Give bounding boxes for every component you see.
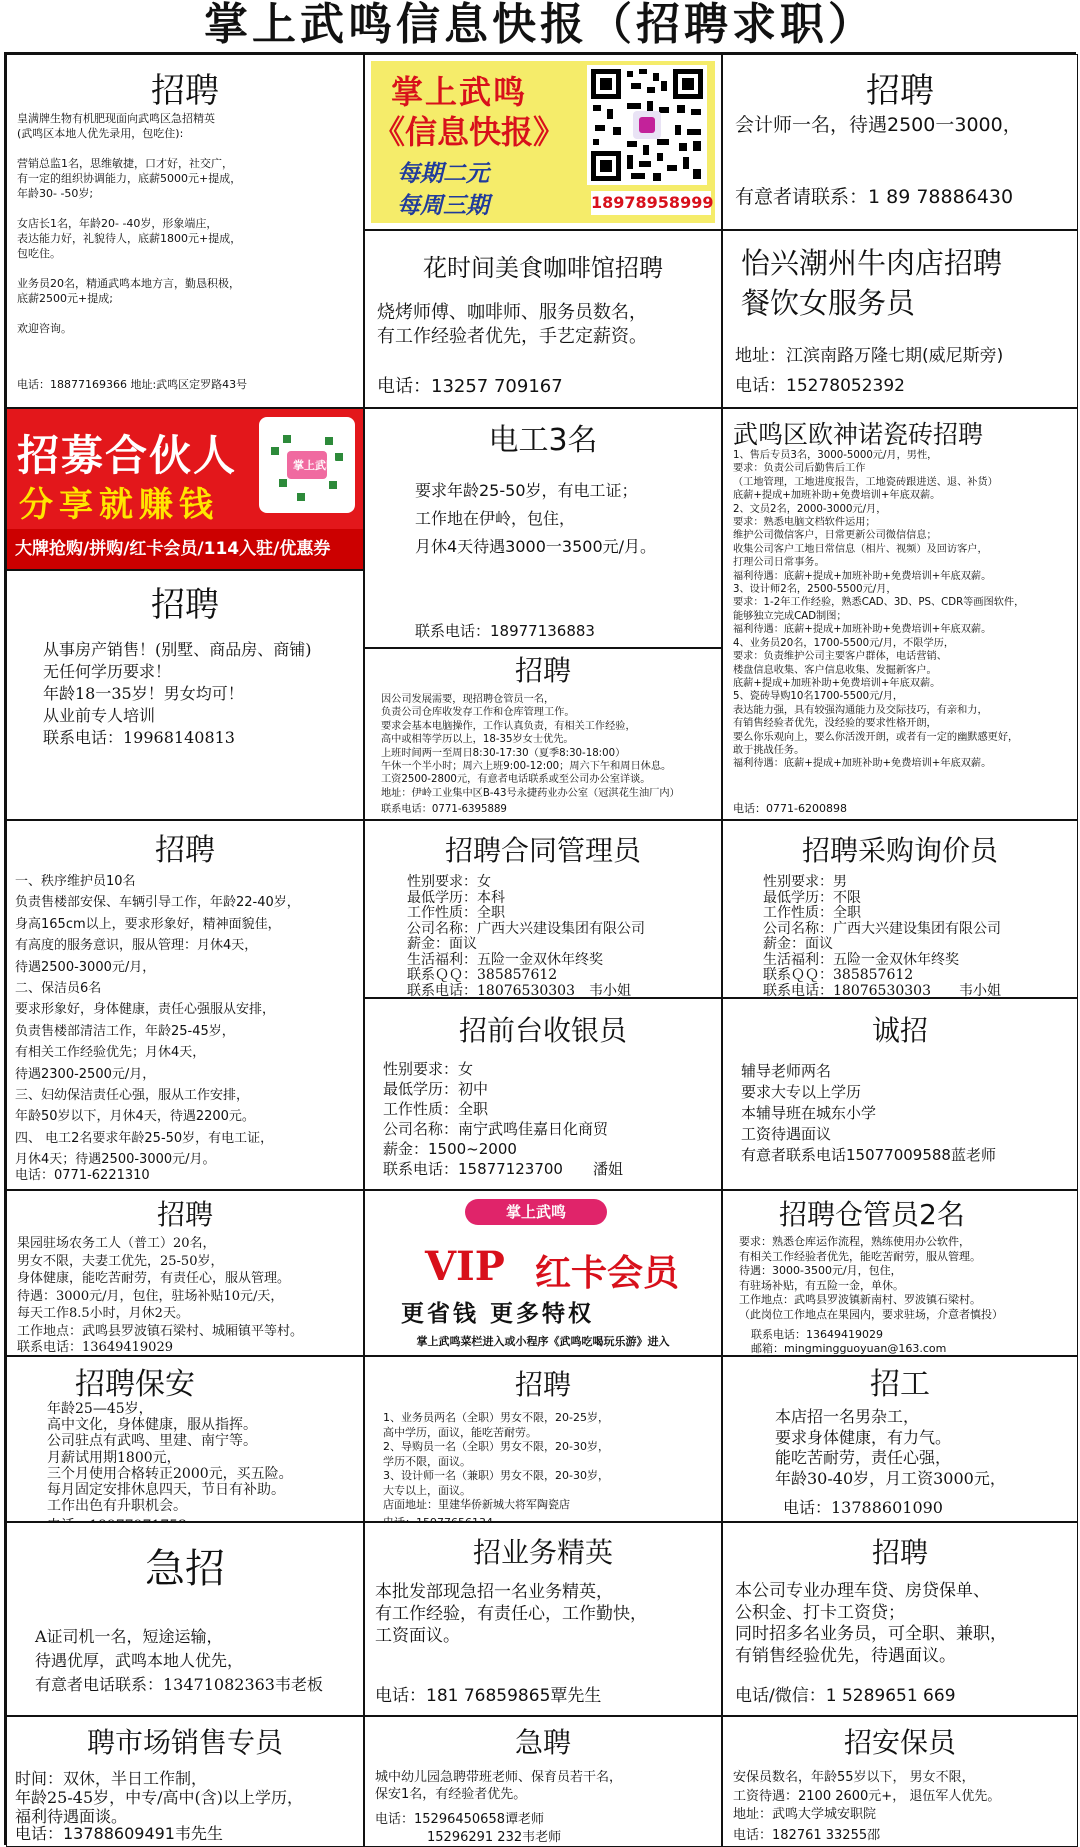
ad-line: 有销售经验者优先，没经验的要求性格开朗， (733, 718, 937, 730)
ad-line: 有一定的组织协调能力，底薪5000元+提成， (17, 172, 242, 185)
ad-line: 身高165cm以上，要求形象好，精神面貌佳， (15, 916, 281, 932)
ad-line: 从事房产销售！(别墅、商品房、商铺) (43, 640, 312, 659)
ad-heading: 招聘 (156, 1198, 213, 1231)
ad-line: 有工作经验者优先，手艺定薪资。 (377, 326, 647, 347)
ad-line: 二、保洁员6名 (15, 981, 102, 997)
ad-line: 要求年龄25-50岁，有电工证； (415, 481, 638, 500)
ad-line: 地址：伊岭工业集中区B-43号永捷药业办公室（冠淇花生油厂内） (381, 787, 680, 799)
ad-line: 待遇：3000元/月，包住，驻场补贴10元/天， (17, 1288, 284, 1304)
ad-orchard-worker (6, 1190, 364, 1356)
ad-line: 维护公司微信客户，日常更新公司微信信息； (733, 530, 937, 542)
vip-card-label: 红卡会员 (535, 1253, 680, 1294)
ad-heading: 招聘 (151, 585, 219, 625)
ad-heading: 招工 (870, 1367, 930, 1402)
vip-slogan: 更省钱 更多特权 (401, 1301, 595, 1327)
ad-line: 四、 电工2名要求年龄25-50岁，有电工证， (15, 1130, 274, 1146)
ad-line: 性别要求：女 (407, 874, 491, 890)
ad-phone: 有意者请联系：1 89 78886430 (735, 186, 1014, 208)
ad-line: 包吃住。 (17, 247, 61, 260)
ad-contract-manager (364, 820, 722, 998)
ad-line (17, 306, 241, 321)
ad-body (763, 875, 1001, 999)
ad-heading: 招聘 (871, 1536, 928, 1569)
promo-qr-label: 掌上武鸣 (293, 459, 337, 472)
ad-line: 公积金、打卡工资贷； (735, 1602, 905, 1623)
ad-line: 店面地址：里建华侨新城大将军陶瓷店 (383, 1498, 570, 1511)
ad-subheading: 餐饮女服务员 (741, 286, 916, 320)
vip-entry: 掌上武鸣菜栏进入或小程序《武鸣吃喝玩乐游》进入 (416, 1335, 670, 1348)
ad-heading: 招前台收银员 (458, 1014, 627, 1047)
ad-accountant (722, 54, 1078, 230)
ad-line: 学历不限，面议。 (383, 1454, 471, 1468)
ad-line: 工资待遇面议 (741, 1125, 832, 1143)
ad-market-sales (6, 1716, 364, 1847)
ad-line: 工资2500-2800元，有意者电话联系或至公司办公室详谈。 (381, 774, 651, 786)
ad-line: 要求会基本电脑操作，工作认真负责，有相关工作经验， (381, 720, 636, 732)
ad-line: 要求大专以上学历 (741, 1083, 862, 1101)
ad-line: 工作性质：全职 (383, 1100, 489, 1118)
ad-body (43, 639, 312, 727)
ad-vip-card[interactable] (364, 1190, 722, 1356)
ad-line: 联系ＱＱ：385857612 (407, 967, 558, 983)
ad-line: 女店长1名，年龄20- -40岁，形象端庄， (17, 217, 218, 230)
ad-heading: 花时间美食咖啡馆招聘 (423, 254, 663, 282)
ad-line: 业务员20名，精通武鸣本地方言，勤恳积极， (17, 277, 240, 290)
ad-body (47, 1401, 293, 1514)
ad-line: 表达能力好，礼貌待人，底薪1800元+提成， (17, 232, 242, 245)
ad-line: 要求形象好，身体健康，责任心强服从安排， (15, 1002, 276, 1018)
ad-line: 福利待遇：底薪+提成+加班补助+免费培训+年底双薪。 (733, 570, 992, 582)
ad-line: 高中或相等学历以上，18-35岁女士优先。 (381, 734, 574, 746)
ad-line: 联系电话：15877123700 潘姐 (383, 1160, 623, 1178)
ad-line: 性别要求：男 (763, 874, 847, 890)
ad-phone: 联系电话：13649419029 (751, 1328, 883, 1341)
ad-line: 本批发部现急招一名业务精英， (375, 1582, 613, 1602)
ad-heading: 诚招 (871, 1014, 928, 1047)
ad-line: 从业前专人培训 (43, 706, 156, 725)
ad-phone: 电话：15296450658谭老师 (375, 1812, 544, 1827)
ad-line: 每月固定安排休息四天，节日有补助。 (47, 1482, 285, 1499)
ad-line: 最低学历：初中 (383, 1080, 489, 1098)
ad-body: 会计师一名，待遇2500一3000， (735, 114, 1022, 136)
brand-phone: 18978958999 (591, 191, 711, 215)
ad-line: 待遇2300-2500元/月， (15, 1066, 156, 1082)
ad-line: 3、设计师一名（兼职）男女不限，20-30岁， (383, 1469, 609, 1482)
ad-line: 安保员数名，年龄55岁以下， 男女不限， (733, 1770, 975, 1785)
ad-line: 负责售楼部清洁工作，年龄25-45岁， (15, 1023, 235, 1039)
brand-line2: 《信息快报》 (373, 113, 566, 151)
ad-line: 最低学历：本科 (407, 889, 505, 906)
ad-line: 负责售楼部安保、车辆引导工作，年龄22-40岁， (15, 895, 300, 911)
ad-line: 年龄30- -50岁; (17, 187, 94, 200)
ad-guard-college (722, 1716, 1078, 1847)
ad-body (735, 1581, 1007, 1667)
ad-heading: 招聘 (151, 71, 219, 111)
ad-line: 工作地点：武鸣县罗波镇石梁村、城厢镇平等村。 (17, 1323, 304, 1339)
ad-line: 有意者电话联系：13471082363韦老板 (35, 1675, 323, 1694)
ad-body (375, 1769, 622, 1803)
ad-handyman (722, 1356, 1078, 1522)
ad-line: 福利待遇：底薪+提成+加班补助+免费培训+年底双薪。 (733, 624, 992, 636)
ad-line: (武鸣区本地人优先录用，包吃住): (17, 127, 184, 140)
ad-line: 要求：熟悉仓库运作流程，熟练使用办公软件， (739, 1235, 970, 1248)
ad-heading: 招聘采购询价员 (801, 834, 998, 867)
ad-line: 5、瓷砖导购10名1700-5500元/月， (733, 691, 904, 703)
ad-line: 烧烤师傅、咖啡师、服务员数名， (377, 302, 647, 323)
ad-line: 底薪+提成+加班补助+免费培训+年底双薪。 (733, 677, 941, 689)
qr-code-icon (587, 65, 707, 185)
ad-line: 皇满牌生物有机肥现面向武鸣区急招精英 (17, 112, 215, 125)
brand-line4: 每周三期 (397, 193, 489, 219)
ad-line: 3、设计师2名，2500-5500元/月， (733, 584, 897, 596)
ads-grid (4, 52, 1076, 1845)
ad-phone: 电话：13788601090 (783, 1498, 943, 1517)
ad-partner-recruit[interactable] (6, 408, 364, 570)
ad-heading: 招聘仓管员2名 (779, 1198, 965, 1231)
ad-line: 福利待遇面谈。 (15, 1807, 128, 1826)
ad-line: 负责公司仓库收发存工作和仓库管理工作。 (381, 707, 575, 719)
ad-line: 生活福利：五险一金双休年终奖 (407, 951, 603, 968)
ad-line: 高中文化，身体健康，服从指挥。 (47, 1417, 257, 1434)
ad-heading: 怡兴潮州牛肉店招聘 (741, 246, 1003, 280)
ad-sales-elite (364, 1522, 722, 1716)
ad-line: 一、秩序维护员10名 (15, 874, 136, 889)
ad-line: 要求：负责公司后勤售后工作 (733, 463, 866, 475)
ad-line: 敢于挑战任务。 (733, 744, 805, 756)
ad-line: 有意者联系电话15077009588蓝老师 (741, 1146, 996, 1164)
ad-email: 邮箱：mingmingguoyuan@163.com (751, 1342, 947, 1355)
ad-body (15, 871, 300, 1171)
ad-line: 因公司发展需要，现招聘仓管员一名， (381, 694, 555, 705)
ad-line: 有高度的服务意识，服从管理：月休4天， (15, 938, 258, 954)
ad-body (381, 693, 680, 800)
promo-title: 招募合伙人 (17, 431, 238, 480)
ad-line: 营销总监1名，思维敏捷，口才好，社交广， (17, 157, 233, 170)
ad-line: 工作性质：全职 (763, 905, 861, 921)
ad-line: 生活福利：五险一金双休年终奖 (763, 951, 959, 968)
ad-line: 底薪2500元+提成; (17, 292, 113, 305)
ad-line: 高中学历，面议，能吃苦耐劳。 (383, 1425, 537, 1439)
ad-line: 待遇优厚，武鸣本地人优先， (35, 1651, 244, 1670)
ad-body (35, 1625, 323, 1697)
ad-line: 无任何学历要求！ (43, 662, 172, 681)
ad-line: 午休一个半小时；周六上班9:00-12:00；周六下午和周日休息。 (381, 761, 672, 773)
ad-heading: 电工3名 (488, 423, 598, 458)
ad-cashier (364, 998, 722, 1190)
ad-heading: 急招 (145, 1546, 225, 1592)
ad-line: 性别要求：女 (383, 1060, 474, 1078)
ad-line: （工地管理，工地进度报告，工地瓷砖跟进送、退、补货） (733, 476, 998, 488)
ad-line: 薪金：1500~2000 (383, 1140, 517, 1158)
ad-kindergarten (364, 1716, 722, 1847)
ad-line: 待遇：3000-3500元/月，包住， (739, 1264, 902, 1277)
ad-body (415, 477, 656, 561)
ad-line: 年龄18一35岁！男女均可！ (43, 684, 244, 703)
ad-line: 薪金：面议 (407, 936, 477, 952)
ad-line: 工资待遇：2100 2600元+， 退伍军人优先。 (733, 1788, 1001, 1804)
ad-body (377, 301, 647, 349)
ad-body (375, 1581, 647, 1647)
ad-line: 大专以上，面议。 (383, 1483, 471, 1497)
ad-line: 有工作经验，有责任心，工作勤快， (375, 1604, 647, 1624)
ad-line: 要求：熟悉电脑文档软件运用； (733, 517, 876, 529)
vip-brand-badge: 掌上武鸣 (465, 1199, 607, 1225)
ad-line: 2、文员2名，2000-3000元/月， (733, 503, 887, 515)
ad-line: 三个月使用合格转正2000元，买五险。 (47, 1465, 293, 1482)
ad-line: 年龄25-45岁，中专/高中(含)以上学历， (15, 1788, 304, 1807)
ad-line: 本辅导班在城东小学 (741, 1104, 877, 1122)
ad-phone: 电话：13788609491韦先生 (15, 1824, 223, 1843)
promo-subtitle: 分享就赚钱 (19, 485, 219, 525)
ad-line: 4、业务员20名，1700-5500元/月，不限学历， (733, 637, 955, 649)
ad-line (17, 141, 241, 156)
ad-line: 城中幼儿园急聘带班老师、保育员若干名， (375, 1770, 623, 1785)
ad-line: 工作出色有升职机会。 (47, 1498, 187, 1515)
ad-heading: 招安保员 (843, 1726, 956, 1759)
ad-line: 联系电话：18076530303 韦小姐 (407, 982, 631, 999)
ad-heading: 聘市场销售专员 (86, 1726, 283, 1759)
ad-purchasing (722, 820, 1078, 998)
ad-line: 本店招一名男杂工， (775, 1407, 920, 1426)
ad-line: 同时招多名业务员，可全职、兼职， (735, 1624, 1007, 1644)
ad-body (733, 1769, 1000, 1825)
ad-line: 有驻场补贴，有五险一金，单休。 (739, 1278, 904, 1292)
ad-body (17, 1235, 303, 1341)
ad-phone: 联系电话：18977136883 (415, 622, 595, 640)
ad-line: 要么你乐观向上，要么你活泼开朗，或者有一定的幽默感更好， (733, 731, 1019, 743)
ad-body (407, 875, 645, 999)
ad-cafe (364, 230, 722, 408)
ad-line: 表达能力强，具有较强沟通能力及交际技巧，有亲和力， (733, 704, 988, 716)
ad-line: 打理公司日常事务。 (733, 557, 825, 569)
ad-line: 1、业务员两名（全职）男女不限，20-25岁， (383, 1411, 609, 1424)
ad-security-guard (6, 1356, 364, 1522)
ad-loan-service (722, 1522, 1078, 1716)
ad-line: 有销售经验优先，待遇面议。 (735, 1645, 956, 1666)
ad-line: 保安1名，有经验者优先。 (375, 1787, 527, 1802)
ad-body (741, 1061, 996, 1166)
ad-line: 每天工作8.5小时，月休2天。 (17, 1306, 189, 1322)
ad-phone: 联系电话：13649419029 (17, 1340, 173, 1355)
ad-line: 男女不限，夫妻工优先，25-50岁， (17, 1253, 224, 1269)
promo-strip: 大牌抢购/拼购/红卡会员/114入驻/优惠券 (7, 529, 363, 569)
ad-line: 有相关工作经验优先；月休4天， (15, 1045, 206, 1061)
ad-body (383, 1059, 623, 1179)
ad-warehouse-keeper (364, 648, 722, 820)
ad-line: 公司名称：广西大兴建设集团有限公司 (407, 920, 645, 937)
ad-line: 最低学历：不限 (763, 889, 861, 906)
ad-line: 上班时间两一至周日8:30-17:30（夏季8:30-18:00） (381, 747, 626, 759)
ad-tutor (722, 998, 1078, 1190)
ad-electrician (364, 408, 722, 648)
ad-line: 楼盘信息收集、客户信息收集、发掘新客户。 (733, 664, 937, 676)
ad-body (733, 449, 1024, 771)
ad-security-cleaning (6, 820, 364, 1190)
ad-line: 本公司专业办理车贷、房贷保单、 (735, 1581, 990, 1601)
ad-tile-company (722, 408, 1078, 820)
ad-line: 要求身体健康，有力气。 (775, 1427, 952, 1447)
ad-line: 要求：负责维护公司主要客户群体，电话营销、 (733, 651, 947, 663)
ad-heading: 武鸣区欧神诺瓷砖招聘 (733, 420, 984, 449)
ad-line: 能吃苦耐劳，责任心强， (775, 1448, 952, 1467)
ad-phone: 联系电话：19968140813 (43, 728, 235, 747)
ad-line: A证司机一名，短途运输， (35, 1627, 223, 1646)
ad-warehouse-2 (722, 1190, 1078, 1356)
ad-line: 年龄50岁以下，月休4天，待遇2200元。 (15, 1109, 255, 1125)
ad-phone: 电话：0771-6200898 (733, 802, 847, 815)
ad-heading: 招聘合同管理员 (444, 834, 641, 867)
ad-line: 薪金：面议 (763, 936, 833, 952)
ad-heading: 招聘 (155, 833, 215, 868)
ad-line: 待遇2500-3000元/月， (15, 959, 156, 975)
brand-line1: 掌上武鸣 (391, 73, 528, 111)
ad-heading: 招业务精英 (472, 1536, 613, 1569)
ad-line: 工作地点：武鸣县罗波镇新南村、罗波镇石梁村。 (739, 1293, 981, 1306)
ad-real-estate (6, 570, 364, 820)
ad-body (383, 1411, 609, 1513)
ad-line: 果园驻场农务工人（普工）20名， (17, 1236, 216, 1251)
ad-line: 年龄30-40岁，月工资3000元， (775, 1468, 1006, 1488)
brand-line3: 每期二元 (397, 161, 489, 187)
ad-heading: 急聘 (514, 1726, 571, 1759)
ad-phone: 电话：181 76859865覃先生 (375, 1686, 602, 1706)
ad-line: 底薪+提成+加班补助+免费培训+年底双薪。 (733, 490, 941, 502)
ad-address: 地址：江滨南路万隆七期(威尼斯旁) (735, 346, 1004, 366)
ad-line: 月休4天；待遇2500-3000元/月。 (15, 1152, 216, 1168)
ad-line: 公司名称：南宁武鸣佳嘉日化商贸 (383, 1120, 609, 1138)
ad-line: 工资面议。 (375, 1626, 460, 1646)
ad-line (17, 261, 241, 276)
ad-body (15, 1769, 303, 1826)
ad-line: 要求：1-2年工作经验，熟悉CAD、3D、PS、CDR等画图软件， (733, 597, 1025, 609)
ad-phone: 电话：13257 709167 (377, 376, 563, 397)
ad-body (739, 1235, 1003, 1322)
ad-heading: 招聘 (866, 71, 934, 111)
ad-phone: 电话：182761 33255邵 (733, 1828, 881, 1843)
ad-line: 2、导购员一名（全职）男女不限，20-30岁， (383, 1440, 609, 1453)
ad-line: 能够独立完成CAD制图； (733, 610, 847, 622)
ad-line: 有相关工作经验者优先，能吃苦耐劳，服从管理。 (739, 1249, 981, 1263)
ad-line: 时间：双休，半日工作制， (15, 1769, 208, 1788)
ad-phone: 电话：0771-6221310 (15, 1168, 150, 1183)
ad-line: 收集公司客户工地日常信息（相片、视频）及回访客户， (733, 543, 988, 555)
ad-line: 月休4天待遇3000一3500元/月。 (415, 537, 657, 556)
ad-line: 联系电话：18076530303 韦小姐 (763, 982, 1001, 999)
ad-line: 福利待遇：底薪+提成+加班补助+免费培训+年底双薪。 (733, 758, 992, 770)
ad-phone: 电话/微信：1 5289651 669 (735, 1686, 956, 1706)
ad-line: 身体健康，能吃苦耐劳，有责任心，服从管理。 (17, 1271, 291, 1287)
ad-line: 地址：武鸣大学城安职院 (733, 1807, 877, 1822)
ad-organic-fertilizer (6, 54, 364, 408)
ad-line: 月薪试用期1800元， (47, 1449, 181, 1466)
ad-brand-banner (364, 54, 722, 230)
ad-line (17, 201, 241, 216)
ad-line: 欢迎咨询。 (17, 322, 72, 335)
ad-line: 年龄25—45岁， (47, 1401, 153, 1417)
ad-line: 联系ＱＱ：385857612 (763, 967, 914, 983)
ad-line: 工作性质：全职 (407, 905, 505, 921)
ad-heading: 招聘 (514, 1368, 571, 1401)
page-title: 掌上武鸣信息快报（招聘求职） (204, 0, 876, 50)
ad-body (17, 111, 241, 336)
ad-line: 辅导老师两名 (741, 1062, 832, 1080)
ad-phone-2: 15296291 232韦老师 (427, 1830, 562, 1845)
ad-phone: 电话：15278052392 (735, 376, 905, 396)
ad-phone: 电话：18877169366 地址:武鸣区定罗路43号 (17, 378, 248, 391)
ad-line: 工作地在伊岭，包住， (415, 509, 576, 528)
ad-tile-store (364, 1356, 722, 1522)
ad-line: 公司驻点有武鸣、里建、南宁等。 (47, 1433, 257, 1450)
ad-heading: 招聘保安 (75, 1367, 195, 1402)
ad-line: 三、妇幼保洁责任心强，服从工作安排， (15, 1088, 250, 1104)
ad-phone: 联系电话：0771-6395889 (381, 804, 507, 815)
ad-line: （此岗位工作地点在果园内，要求驻场，介意者慎投） (739, 1307, 1003, 1321)
ad-body (775, 1407, 1006, 1489)
ad-line: 1、售后专员3名，3000-5000元/月，男性， (733, 450, 938, 461)
ad-beef-restaurant (722, 230, 1078, 408)
ad-line: 公司名称：广西大兴建设集团有限公司 (763, 920, 1001, 937)
ad-heading: 招聘 (514, 654, 571, 687)
ad-driver (6, 1522, 364, 1716)
vip-word: VIP (425, 1243, 505, 1290)
